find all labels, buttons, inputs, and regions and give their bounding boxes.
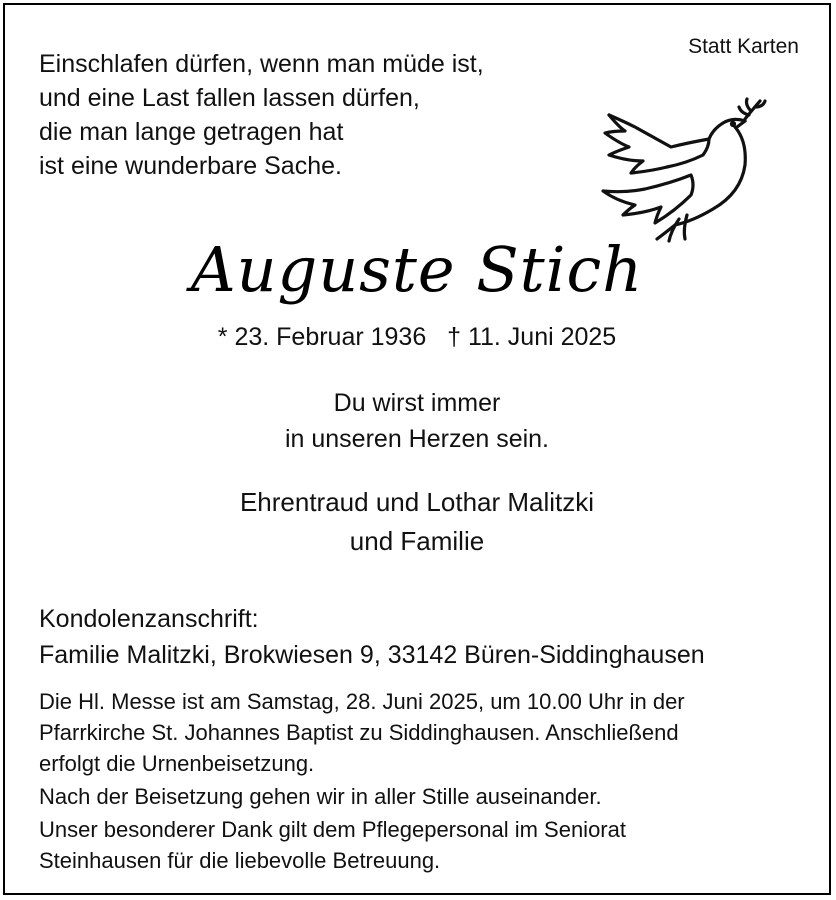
condolence-address: Familie Malitzki, Brokwiesen 9, 33142 Büren-Siddinghausen: [39, 641, 705, 669]
birth-date: * 23. Februar 1936: [217, 323, 427, 351]
motto-line: in unseren Herzen sein.: [284, 425, 550, 453]
mourners-line: und Familie: [349, 526, 485, 556]
mourners: [5, 483, 829, 561]
thanks-line: Steinhausen für die liebevolle Betreuung.: [39, 848, 441, 873]
poem-line: ist eine wunderbare Sache.: [39, 152, 342, 180]
motto-line: Du wirst immer: [333, 389, 501, 417]
mourners-line: Ehrentraud und Lothar Malitzki: [239, 487, 595, 517]
poem-line: die man lange getragen hat: [39, 118, 344, 146]
mass-line: erfolgt die Urnenbeisetzung.: [39, 751, 315, 776]
thanks-line: Unser besonderer Dank gilt dem Pflegepersonal im Seniorat: [39, 817, 626, 842]
dove-with-olive-branch-icon: [595, 97, 785, 247]
service-notes: [39, 686, 685, 876]
poem-line: und eine Last fallen lassen dürfen,: [39, 84, 420, 112]
condolence-address-block: [39, 601, 705, 673]
life-dates: [5, 323, 829, 352]
death-date: † 11. Juni 2025: [447, 323, 617, 351]
obituary-notice: [3, 3, 831, 895]
deceased-name: Auguste Stich: [190, 233, 644, 306]
mass-line: Pfarrkirche St. Johannes Baptist zu Siddinghausen. Anschließend: [39, 720, 679, 745]
farewell-note: Nach der Beisetzung gehen wir in aller Stille auseinander.: [39, 784, 602, 809]
statt-karten-label: Statt Karten: [688, 35, 799, 58]
motto: [5, 385, 829, 457]
mass-line: Die Hl. Messe ist am Samstag, 28. Juni 2025, um 10.00 Uhr in der: [39, 689, 685, 714]
poem: [39, 47, 484, 183]
condolence-label: Kondolenzanschrift:: [39, 605, 259, 633]
poem-line: Einschlafen dürfen, wenn man müde ist,: [39, 50, 484, 78]
